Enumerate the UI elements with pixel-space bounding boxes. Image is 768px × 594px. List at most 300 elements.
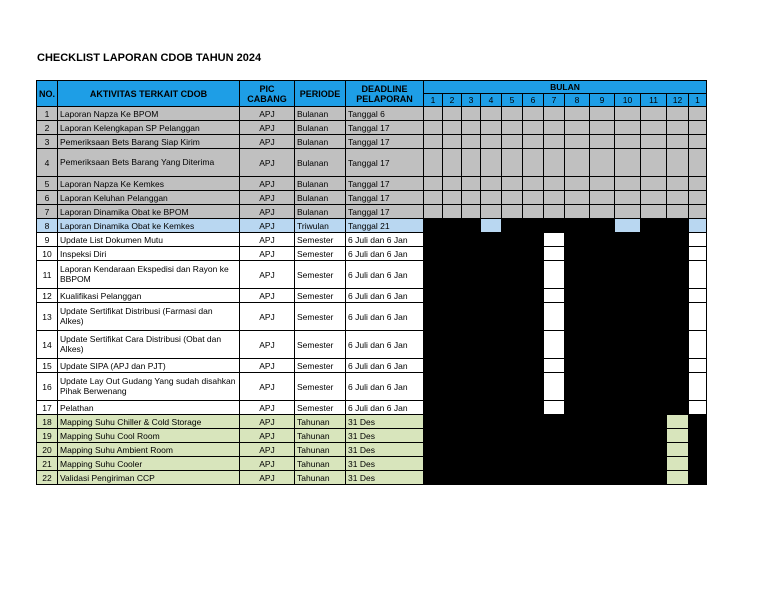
month-cell[interactable]	[424, 415, 443, 429]
month-cell[interactable]	[481, 233, 502, 247]
month-cell[interactable]	[523, 443, 544, 457]
month-cell[interactable]	[481, 443, 502, 457]
month-cell[interactable]	[689, 261, 707, 289]
month-cell[interactable]	[424, 401, 443, 415]
month-cell[interactable]	[590, 331, 615, 359]
month-cell[interactable]	[544, 191, 565, 205]
month-cell[interactable]	[565, 135, 590, 149]
month-cell[interactable]	[615, 331, 641, 359]
month-cell[interactable]	[424, 247, 443, 261]
month-cell[interactable]	[544, 443, 565, 457]
month-cell[interactable]	[443, 457, 462, 471]
month-cell[interactable]	[689, 149, 707, 177]
month-cell[interactable]	[689, 443, 707, 457]
month-cell[interactable]	[523, 457, 544, 471]
month-cell[interactable]	[523, 331, 544, 359]
month-cell[interactable]	[590, 303, 615, 331]
month-cell[interactable]	[615, 471, 641, 485]
month-cell[interactable]	[502, 177, 523, 191]
month-cell[interactable]	[667, 107, 689, 121]
month-cell[interactable]	[565, 401, 590, 415]
month-cell[interactable]	[443, 443, 462, 457]
month-cell[interactable]	[565, 121, 590, 135]
month-cell[interactable]	[565, 205, 590, 219]
month-cell[interactable]	[544, 149, 565, 177]
month-cell[interactable]	[590, 107, 615, 121]
month-cell[interactable]	[565, 233, 590, 247]
month-cell[interactable]	[667, 247, 689, 261]
month-cell[interactable]	[462, 443, 481, 457]
month-cell[interactable]	[641, 303, 667, 331]
month-cell[interactable]	[481, 219, 502, 233]
month-cell[interactable]	[565, 471, 590, 485]
month-cell[interactable]	[443, 121, 462, 135]
month-cell[interactable]	[615, 261, 641, 289]
row-no: 20	[37, 443, 58, 457]
month-cell[interactable]	[481, 191, 502, 205]
month-cell[interactable]	[481, 401, 502, 415]
header-month-8: 8	[565, 94, 590, 107]
month-cell[interactable]	[544, 107, 565, 121]
row-periode: Bulanan	[295, 135, 346, 149]
month-cell[interactable]	[689, 177, 707, 191]
month-cell[interactable]	[523, 373, 544, 401]
month-cell[interactable]	[590, 191, 615, 205]
month-cell[interactable]	[443, 429, 462, 443]
month-cell[interactable]	[462, 191, 481, 205]
month-cell[interactable]	[667, 303, 689, 331]
month-cell[interactable]	[544, 415, 565, 429]
month-cell[interactable]	[424, 331, 443, 359]
month-cell[interactable]	[615, 107, 641, 121]
month-cell[interactable]	[523, 135, 544, 149]
month-cell[interactable]	[462, 415, 481, 429]
month-cell[interactable]	[689, 205, 707, 219]
month-cell[interactable]	[523, 359, 544, 373]
month-cell[interactable]	[590, 289, 615, 303]
month-cell[interactable]	[615, 191, 641, 205]
table-row	[37, 205, 707, 219]
month-cell[interactable]	[667, 373, 689, 401]
month-cell[interactable]	[443, 205, 462, 219]
month-cell[interactable]	[544, 303, 565, 331]
month-cell[interactable]	[641, 107, 667, 121]
month-cell[interactable]	[689, 415, 707, 429]
month-cell[interactable]	[667, 415, 689, 429]
month-cell[interactable]	[641, 135, 667, 149]
month-cell[interactable]	[667, 233, 689, 247]
month-cell[interactable]	[590, 219, 615, 233]
month-cell[interactable]	[641, 191, 667, 205]
month-cell[interactable]	[481, 261, 502, 289]
month-cell[interactable]	[462, 303, 481, 331]
month-cell[interactable]	[565, 303, 590, 331]
month-cell[interactable]	[565, 191, 590, 205]
month-cell[interactable]	[502, 429, 523, 443]
month-cell[interactable]	[443, 261, 462, 289]
month-cell[interactable]	[481, 205, 502, 219]
month-cell[interactable]	[667, 205, 689, 219]
month-cell[interactable]	[689, 359, 707, 373]
month-cell[interactable]	[590, 359, 615, 373]
month-cell[interactable]	[424, 303, 443, 331]
month-cell[interactable]	[565, 443, 590, 457]
month-cell[interactable]	[502, 261, 523, 289]
month-cell[interactable]	[443, 373, 462, 401]
month-cell[interactable]	[641, 289, 667, 303]
month-cell[interactable]	[462, 429, 481, 443]
month-cell[interactable]	[462, 121, 481, 135]
month-cell[interactable]	[641, 261, 667, 289]
month-cell[interactable]	[689, 471, 707, 485]
month-cell[interactable]	[615, 401, 641, 415]
month-cell[interactable]	[502, 401, 523, 415]
month-cell[interactable]	[443, 289, 462, 303]
month-cell[interactable]	[565, 247, 590, 261]
month-cell[interactable]	[544, 247, 565, 261]
month-cell[interactable]	[667, 331, 689, 359]
month-cell[interactable]	[462, 177, 481, 191]
month-cell[interactable]	[590, 135, 615, 149]
month-cell[interactable]	[615, 233, 641, 247]
month-cell[interactable]	[523, 177, 544, 191]
month-cell[interactable]	[502, 149, 523, 177]
month-cell[interactable]	[443, 303, 462, 331]
month-cell[interactable]	[502, 233, 523, 247]
month-cell[interactable]	[590, 261, 615, 289]
month-cell[interactable]	[481, 429, 502, 443]
month-cell[interactable]	[523, 149, 544, 177]
month-cell[interactable]	[565, 429, 590, 443]
month-cell[interactable]	[424, 261, 443, 289]
month-cell[interactable]	[641, 401, 667, 415]
month-cell[interactable]	[462, 149, 481, 177]
month-cell[interactable]	[565, 177, 590, 191]
month-cell[interactable]	[544, 457, 565, 471]
month-cell[interactable]	[502, 457, 523, 471]
month-cell[interactable]	[424, 457, 443, 471]
month-cell[interactable]	[462, 373, 481, 401]
month-cell[interactable]	[667, 121, 689, 135]
month-cell[interactable]	[502, 415, 523, 429]
month-cell[interactable]	[590, 429, 615, 443]
month-cell[interactable]	[502, 331, 523, 359]
month-cell[interactable]	[462, 401, 481, 415]
month-cell[interactable]	[615, 149, 641, 177]
month-cell[interactable]	[689, 135, 707, 149]
month-cell[interactable]	[565, 149, 590, 177]
month-cell[interactable]	[502, 373, 523, 401]
month-cell[interactable]	[523, 247, 544, 261]
month-cell[interactable]	[590, 121, 615, 135]
month-cell[interactable]	[615, 415, 641, 429]
month-cell[interactable]	[462, 331, 481, 359]
row-deadline: 6 Juli dan 6 Jan	[346, 289, 424, 303]
month-cell[interactable]	[443, 415, 462, 429]
month-cell[interactable]	[689, 429, 707, 443]
month-cell[interactable]	[641, 177, 667, 191]
month-cell[interactable]	[615, 247, 641, 261]
month-cell[interactable]	[590, 205, 615, 219]
month-cell[interactable]	[502, 289, 523, 303]
month-cell[interactable]	[523, 289, 544, 303]
month-cell[interactable]	[615, 457, 641, 471]
month-cell[interactable]	[424, 135, 443, 149]
month-cell[interactable]	[590, 247, 615, 261]
month-cell[interactable]	[424, 121, 443, 135]
month-cell[interactable]	[481, 107, 502, 121]
row-deadline: 6 Juli dan 6 Jan	[346, 247, 424, 261]
month-cell[interactable]	[689, 191, 707, 205]
month-cell[interactable]	[443, 177, 462, 191]
month-cell[interactable]	[502, 191, 523, 205]
month-cell[interactable]	[641, 457, 667, 471]
month-cell[interactable]	[424, 471, 443, 485]
month-cell[interactable]	[523, 219, 544, 233]
month-cell[interactable]	[424, 359, 443, 373]
month-cell[interactable]	[462, 233, 481, 247]
month-cell[interactable]	[443, 191, 462, 205]
month-cell[interactable]	[544, 233, 565, 247]
month-cell[interactable]	[590, 373, 615, 401]
month-cell[interactable]	[481, 303, 502, 331]
month-cell[interactable]	[424, 233, 443, 247]
month-cell[interactable]	[502, 247, 523, 261]
month-cell[interactable]	[590, 415, 615, 429]
month-cell[interactable]	[424, 177, 443, 191]
month-cell[interactable]	[689, 233, 707, 247]
month-cell[interactable]	[544, 331, 565, 359]
month-cell[interactable]	[424, 191, 443, 205]
row-periode: Tahunan	[295, 429, 346, 443]
month-cell[interactable]	[443, 149, 462, 177]
month-cell[interactable]	[689, 107, 707, 121]
month-cell[interactable]	[590, 471, 615, 485]
month-cell[interactable]	[641, 121, 667, 135]
month-cell[interactable]	[481, 457, 502, 471]
month-cell[interactable]	[667, 443, 689, 457]
month-cell[interactable]	[462, 205, 481, 219]
month-cell[interactable]	[667, 359, 689, 373]
month-cell[interactable]	[523, 471, 544, 485]
month-cell[interactable]	[424, 429, 443, 443]
month-cell[interactable]	[523, 205, 544, 219]
month-cell[interactable]	[641, 233, 667, 247]
month-cell[interactable]	[641, 247, 667, 261]
month-cell[interactable]	[481, 471, 502, 485]
month-cell[interactable]	[462, 289, 481, 303]
month-cell[interactable]	[641, 149, 667, 177]
month-cell[interactable]	[615, 443, 641, 457]
month-cell[interactable]	[481, 149, 502, 177]
month-cell[interactable]	[689, 289, 707, 303]
month-cell[interactable]	[443, 219, 462, 233]
month-cell[interactable]	[502, 219, 523, 233]
month-cell[interactable]	[590, 443, 615, 457]
month-cell[interactable]	[689, 121, 707, 135]
month-cell[interactable]	[481, 289, 502, 303]
month-cell[interactable]	[523, 303, 544, 331]
month-cell[interactable]	[481, 373, 502, 401]
month-cell[interactable]	[689, 219, 707, 233]
month-cell[interactable]	[565, 457, 590, 471]
month-cell[interactable]	[565, 107, 590, 121]
month-cell[interactable]	[667, 429, 689, 443]
month-cell[interactable]	[462, 359, 481, 373]
month-cell[interactable]	[689, 373, 707, 401]
month-cell[interactable]	[523, 429, 544, 443]
month-cell[interactable]	[667, 219, 689, 233]
month-cell[interactable]	[565, 415, 590, 429]
month-cell[interactable]	[615, 177, 641, 191]
month-cell[interactable]	[443, 331, 462, 359]
month-cell[interactable]	[462, 219, 481, 233]
row-deadline: 31 Des	[346, 471, 424, 485]
month-cell[interactable]	[667, 457, 689, 471]
month-cell[interactable]	[481, 135, 502, 149]
month-cell[interactable]	[544, 177, 565, 191]
month-cell[interactable]	[544, 219, 565, 233]
month-cell[interactable]	[462, 135, 481, 149]
month-cell[interactable]	[565, 261, 590, 289]
month-cell[interactable]	[689, 331, 707, 359]
month-cell[interactable]	[641, 429, 667, 443]
month-cell[interactable]	[667, 177, 689, 191]
month-cell[interactable]	[462, 107, 481, 121]
month-cell[interactable]	[667, 471, 689, 485]
month-cell[interactable]	[544, 429, 565, 443]
row-no: 17	[37, 401, 58, 415]
month-cell[interactable]	[590, 177, 615, 191]
month-cell[interactable]	[443, 471, 462, 485]
month-cell[interactable]	[544, 373, 565, 401]
month-cell[interactable]	[502, 135, 523, 149]
month-cell[interactable]	[481, 359, 502, 373]
month-cell[interactable]	[590, 149, 615, 177]
month-cell[interactable]	[565, 373, 590, 401]
month-cell[interactable]	[544, 121, 565, 135]
month-cell[interactable]	[523, 191, 544, 205]
month-cell[interactable]	[523, 401, 544, 415]
month-cell[interactable]	[641, 373, 667, 401]
month-cell[interactable]	[481, 177, 502, 191]
month-cell[interactable]	[481, 247, 502, 261]
month-cell[interactable]	[523, 415, 544, 429]
month-cell[interactable]	[544, 359, 565, 373]
month-cell[interactable]	[689, 247, 707, 261]
month-cell[interactable]	[689, 457, 707, 471]
month-cell[interactable]	[590, 401, 615, 415]
month-cell[interactable]	[590, 233, 615, 247]
month-cell[interactable]	[641, 471, 667, 485]
month-cell[interactable]	[641, 443, 667, 457]
month-cell[interactable]	[641, 359, 667, 373]
month-cell[interactable]	[641, 219, 667, 233]
month-cell[interactable]	[565, 219, 590, 233]
month-cell[interactable]	[544, 205, 565, 219]
month-cell[interactable]	[615, 359, 641, 373]
month-cell[interactable]	[544, 401, 565, 415]
month-cell[interactable]	[615, 135, 641, 149]
month-cell[interactable]	[667, 135, 689, 149]
month-cell[interactable]	[443, 401, 462, 415]
month-cell[interactable]	[667, 289, 689, 303]
month-cell[interactable]	[424, 373, 443, 401]
header-month-13: 1	[689, 94, 707, 107]
month-cell[interactable]	[481, 121, 502, 135]
month-cell[interactable]	[590, 457, 615, 471]
month-cell[interactable]	[523, 233, 544, 247]
row-aktivitas: Update Sertifikat Distribusi (Farmasi dan Alkes)	[58, 303, 240, 331]
month-cell[interactable]	[667, 191, 689, 205]
month-cell[interactable]	[544, 471, 565, 485]
month-cell[interactable]	[667, 401, 689, 415]
month-cell[interactable]	[615, 289, 641, 303]
month-cell[interactable]	[462, 471, 481, 485]
month-cell[interactable]	[424, 107, 443, 121]
month-cell[interactable]	[689, 401, 707, 415]
month-cell[interactable]	[443, 233, 462, 247]
month-cell[interactable]	[615, 205, 641, 219]
month-cell[interactable]	[565, 289, 590, 303]
month-cell[interactable]	[462, 261, 481, 289]
month-cell[interactable]	[502, 107, 523, 121]
month-cell[interactable]	[443, 107, 462, 121]
month-cell[interactable]	[424, 219, 443, 233]
month-cell[interactable]	[667, 149, 689, 177]
month-cell[interactable]	[565, 331, 590, 359]
month-cell[interactable]	[462, 247, 481, 261]
month-cell[interactable]	[481, 415, 502, 429]
month-cell[interactable]	[523, 107, 544, 121]
month-cell[interactable]	[502, 205, 523, 219]
month-cell[interactable]	[641, 415, 667, 429]
month-cell[interactable]	[641, 331, 667, 359]
month-cell[interactable]	[615, 121, 641, 135]
month-cell[interactable]	[424, 289, 443, 303]
month-cell[interactable]	[424, 205, 443, 219]
month-cell[interactable]	[615, 429, 641, 443]
month-cell[interactable]	[523, 261, 544, 289]
month-cell[interactable]	[544, 135, 565, 149]
month-cell[interactable]	[544, 261, 565, 289]
month-cell[interactable]	[523, 121, 544, 135]
month-cell[interactable]	[502, 471, 523, 485]
month-cell[interactable]	[502, 443, 523, 457]
month-cell[interactable]	[667, 261, 689, 289]
month-cell[interactable]	[615, 303, 641, 331]
month-cell[interactable]	[615, 373, 641, 401]
month-cell[interactable]	[641, 205, 667, 219]
month-cell[interactable]	[544, 289, 565, 303]
month-cell[interactable]	[424, 443, 443, 457]
month-cell[interactable]	[565, 359, 590, 373]
month-cell[interactable]	[502, 121, 523, 135]
month-cell[interactable]	[443, 247, 462, 261]
row-aktivitas: Laporan Kelengkapan SP Pelanggan	[58, 121, 240, 135]
row-periode: Tahunan	[295, 443, 346, 457]
month-cell[interactable]	[689, 303, 707, 331]
month-cell[interactable]	[462, 457, 481, 471]
month-cell[interactable]	[481, 331, 502, 359]
month-cell[interactable]	[424, 149, 443, 177]
month-cell[interactable]	[443, 359, 462, 373]
month-cell[interactable]	[615, 219, 641, 233]
month-cell[interactable]	[502, 359, 523, 373]
month-cell[interactable]	[443, 135, 462, 149]
month-cell[interactable]	[502, 303, 523, 331]
table-row	[37, 331, 707, 359]
